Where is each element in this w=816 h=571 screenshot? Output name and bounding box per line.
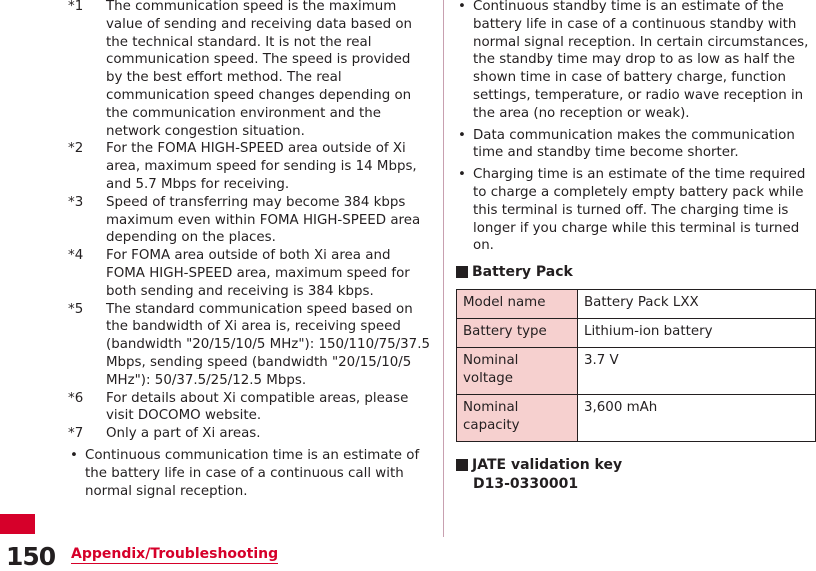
table-key: Battery type <box>457 318 578 347</box>
footnote-text: For FOMA area outside of both Xi area and FOMA HIGH-SPEED area, maximum speed for both sending and receiving is 384 kbps. <box>106 248 410 299</box>
jate-heading <box>456 456 816 474</box>
table-key: Nominal voltage <box>457 347 578 394</box>
heading-square-icon <box>456 459 468 471</box>
bullet-charging-time <box>456 166 816 255</box>
footnote-2 <box>68 140 430 193</box>
bullet-symbol: • <box>458 167 466 183</box>
footnote-mark: *4 <box>68 248 84 264</box>
footnote-mark: *2 <box>68 141 84 157</box>
bullet-text: Charging time is an estimate of the time required to charge a completely empty battery pack while this terminal is turned off. The charging time is longer if you charge while this terminal is turned on. <box>473 167 806 254</box>
footnote-text: Speed of transferring may become 384 kbps maximum even within FOMA HIGH-SPEED area depending on the places. <box>106 194 421 246</box>
footnote-5 <box>68 301 430 390</box>
bullet-continuous-standby <box>456 0 816 123</box>
battery-pack-heading <box>456 263 816 281</box>
footnote-mark: *3 <box>68 194 84 210</box>
footnote-6 <box>68 390 430 426</box>
page-tab-marker <box>0 514 35 534</box>
bullet-continuous-communication <box>68 447 430 500</box>
footnote-text: The standard communication speed based on the bandwidth of Xi area is, receiving speed (bandwidth "20/15/10/5 MHz"): 150/110/75/37.5 Mbps, sending speed (bandwidth "20/15/10/5 MHz"): 50/37.5/25/12.5 Mbps. <box>106 301 430 388</box>
footnote-mark: *5 <box>68 301 84 317</box>
footnote-text: For details about Xi compatible areas, please visit DOCOMO website. <box>106 390 409 424</box>
right-column <box>456 0 816 492</box>
table-key: Nominal capacity <box>457 394 578 441</box>
footnote-mark: *6 <box>68 390 84 406</box>
footnote-text: The communication speed is the maximum value of sending and receiving data based on the technical standard. It is not the real communication speed. The speed is provided by the best effort method. The real communication speed changes depending on the communication environment and the network congestion situation. <box>106 0 413 139</box>
column-divider <box>443 0 444 537</box>
bullet-symbol: • <box>458 0 466 14</box>
battery-spec-table <box>456 289 816 442</box>
bullet-text: Continuous communication time is an estimate of the battery life in case of a continuous call with normal signal reception. <box>85 447 420 499</box>
footnote-mark: *1 <box>68 0 84 14</box>
bullet-data-communication <box>456 127 816 163</box>
heading-square-icon <box>456 266 468 278</box>
footnote-3 <box>68 194 430 247</box>
table-row <box>457 290 816 319</box>
left-column <box>68 0 430 500</box>
footnote-7 <box>68 425 430 443</box>
footnote-4 <box>68 247 430 300</box>
bullet-symbol: • <box>458 127 466 143</box>
footnote-text: Only a part of Xi areas. <box>106 426 261 442</box>
page-number: 150 <box>6 542 56 571</box>
table-value: Battery Pack LXX <box>578 290 816 319</box>
bullet-text: Data communication makes the communication time and standby time become shorter. <box>473 127 795 161</box>
jate-code: D13-0330001 <box>473 475 579 492</box>
bullet-symbol: • <box>70 447 78 463</box>
footnote-1 <box>68 0 430 140</box>
table-value: 3.7 V <box>578 347 816 394</box>
footnote-mark: *7 <box>68 426 84 442</box>
footnote-text: For the FOMA HIGH-SPEED area outside of Xi area, maximum speed for sending is 14 Mbps, and 5.7 Mbps for receiving. <box>106 141 417 192</box>
table-row <box>457 394 816 441</box>
table-row <box>457 318 816 347</box>
heading-text: Battery Pack <box>472 264 573 281</box>
table-key: Model name <box>457 290 578 319</box>
table-row <box>457 347 816 394</box>
bullet-text: Continuous standby time is an estimate of the battery life in case of a continuous standby with normal signal reception. In certain circumstances, the standby time may drop to as low as half the shown time in case of battery charge, function settings, temperature, or radio wave reception in the area (no reception or weak). <box>473 0 809 121</box>
section-title: Appendix/Troubleshooting <box>71 546 279 562</box>
table-value: 3,600 mAh <box>578 394 816 441</box>
heading-text: JATE validation key <box>472 456 623 473</box>
table-value: Lithium-ion battery <box>578 318 816 347</box>
